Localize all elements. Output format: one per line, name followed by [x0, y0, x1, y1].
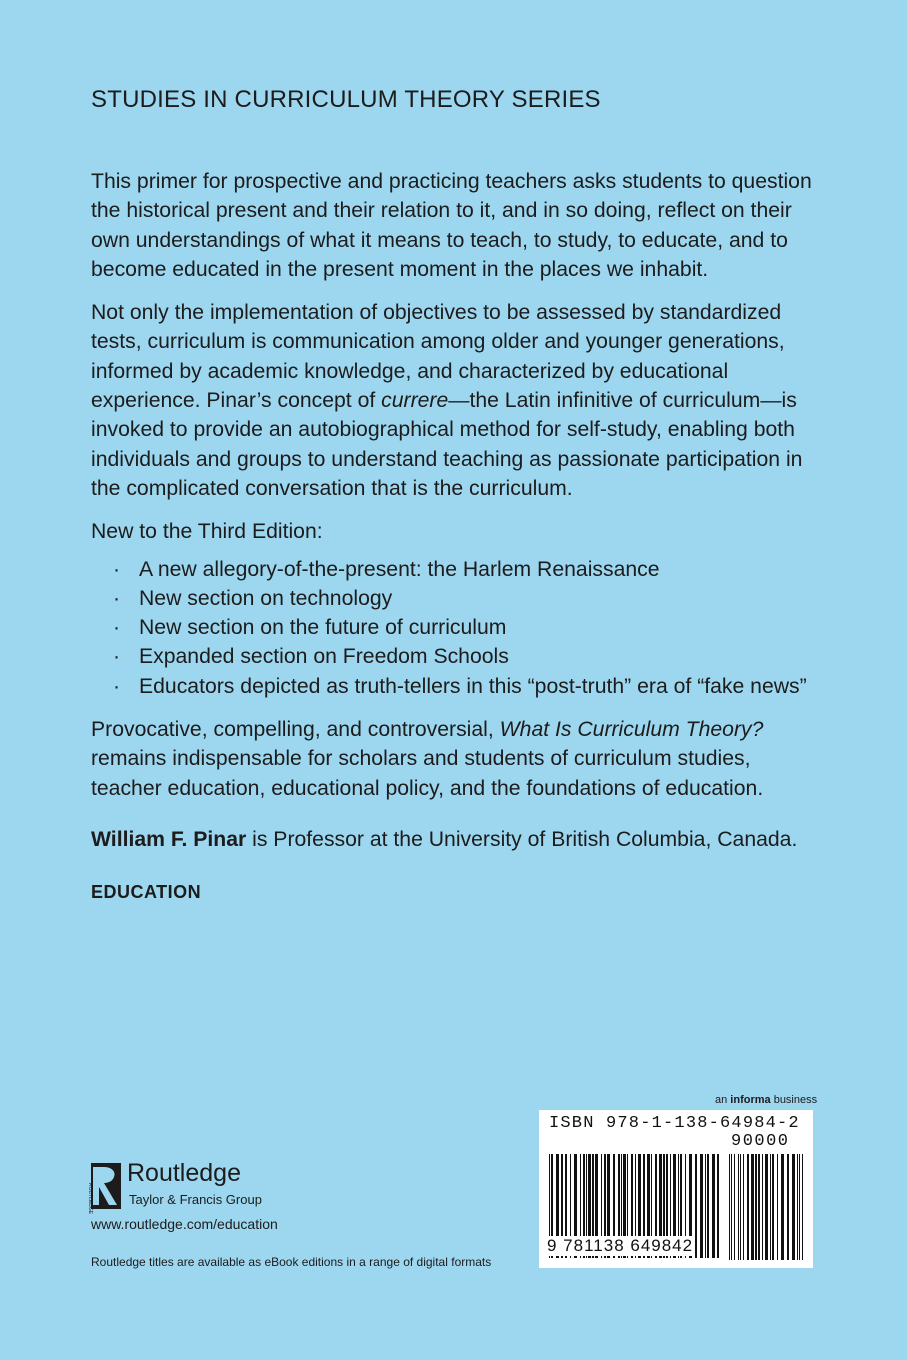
- barcode-bar: [747, 1154, 749, 1260]
- barcode-digits: 9 781138 649842: [547, 1236, 694, 1255]
- publisher-url: www.routledge.com/education: [91, 1216, 278, 1232]
- new-edition-list: [91, 555, 821, 701]
- barcode-bar: [740, 1154, 741, 1260]
- list-item: · A new allegory-of-the-present: the Harlem Renaissance: [91, 555, 821, 584]
- currere-paragraph: Not only the implementation of objectives to be assessed by standardized tests, curriculum is communication among older and younger generations, informed by academic knowledge, and characterized by educational experience. Pinar’s concept of currere—the Latin infinitive of curriculum—is invoked to provide an autobiographical method for self-study, enabling both individuals and groups to understand teaching as passionate participation in the complicated conversation that is the curriculum.: [91, 301, 803, 500]
- barcode-bar: [797, 1154, 798, 1260]
- bullet-icon: ·: [113, 616, 121, 640]
- list-item: · New section on technology: [91, 584, 821, 613]
- barcode-bar: [729, 1154, 730, 1260]
- barcode-bar: [731, 1154, 732, 1260]
- barcode-bar: [772, 1154, 774, 1260]
- isbn-text: ISBN 978-1-138-64984-2: [549, 1114, 800, 1133]
- barcode-bar: [738, 1154, 739, 1260]
- barcode-bar: [792, 1154, 795, 1260]
- barcode-bar: [765, 1154, 768, 1260]
- list-item: · New section on the future of curriculum: [91, 613, 821, 642]
- barcode-bar: [787, 1154, 789, 1260]
- bullet-icon: ·: [113, 645, 121, 669]
- barcode-bar: [717, 1154, 719, 1258]
- closing-paragraph: Provocative, compelling, and controversial, What Is Curriculum Theory? remains indispensable for scholars and students of curriculum studies, teacher education, educational policy, and the foundations of education.: [91, 718, 764, 800]
- blurb: [91, 167, 821, 908]
- list-item: · Expanded section on Freedom Schools: [91, 642, 821, 671]
- new-edition-heading: New to the Third Edition:: [91, 520, 323, 544]
- author-bio: William F. Pinar is Professor at the University of British Columbia, Canada.: [91, 827, 798, 851]
- list-item: · Educators depicted as truth-tellers in this “post-truth” era of “fake news”: [91, 672, 821, 701]
- publisher-group: Taylor & Francis Group: [129, 1192, 262, 1207]
- bullet-icon: ·: [113, 674, 121, 698]
- bullet-icon: ·: [113, 557, 121, 581]
- barcode-bar: [695, 1154, 697, 1258]
- barcode-bar: [751, 1154, 754, 1260]
- subject-category: EDUCATION: [91, 882, 202, 903]
- barcode-bar: [802, 1154, 803, 1260]
- barcode-bar: [762, 1154, 763, 1260]
- intro-paragraph: This primer for prospective and practicing teachers asks students to question the historical present and their relation to it, and in so doing, reflect on their own understandings of what it means to teach, to study, to educate, and to become educated in the present moment in the places we inhabit.: [91, 170, 812, 281]
- ebook-note: Routledge titles are available as eBook editions in a range of digital formats: [91, 1255, 492, 1269]
- routledge-logo-icon: [87, 1163, 121, 1215]
- author-name: William F. Pinar: [91, 827, 247, 851]
- barcode-bar: [705, 1154, 706, 1258]
- barcode-bar: [777, 1154, 778, 1260]
- series-title: STUDIES IN CURRICULUM THEORY SERIES: [91, 86, 601, 113]
- barcode-bar: [758, 1154, 760, 1260]
- barcode-bar: [781, 1154, 784, 1260]
- barcode-bar: [734, 1154, 735, 1260]
- isbn-barcode: [539, 1110, 813, 1268]
- barcode-bar: [700, 1154, 703, 1258]
- price-code: 90000: [731, 1132, 790, 1151]
- informa-tagline: an informa business: [715, 1094, 818, 1106]
- barcode-bar: [799, 1154, 800, 1260]
- barcode-bar: [755, 1154, 757, 1260]
- publisher-name: Routledge: [127, 1159, 241, 1187]
- barcode-bar: [770, 1154, 771, 1260]
- bullet-icon: ·: [113, 586, 121, 610]
- barcode-bar: [712, 1154, 715, 1258]
- barcode-bar: [743, 1154, 744, 1260]
- barcode-bar: [707, 1154, 709, 1258]
- currere-term: currere: [381, 389, 449, 413]
- book-title: What Is Curriculum Theory?: [499, 718, 764, 742]
- logo-vertical-text: ROUTLEDGE: [87, 1183, 93, 1215]
